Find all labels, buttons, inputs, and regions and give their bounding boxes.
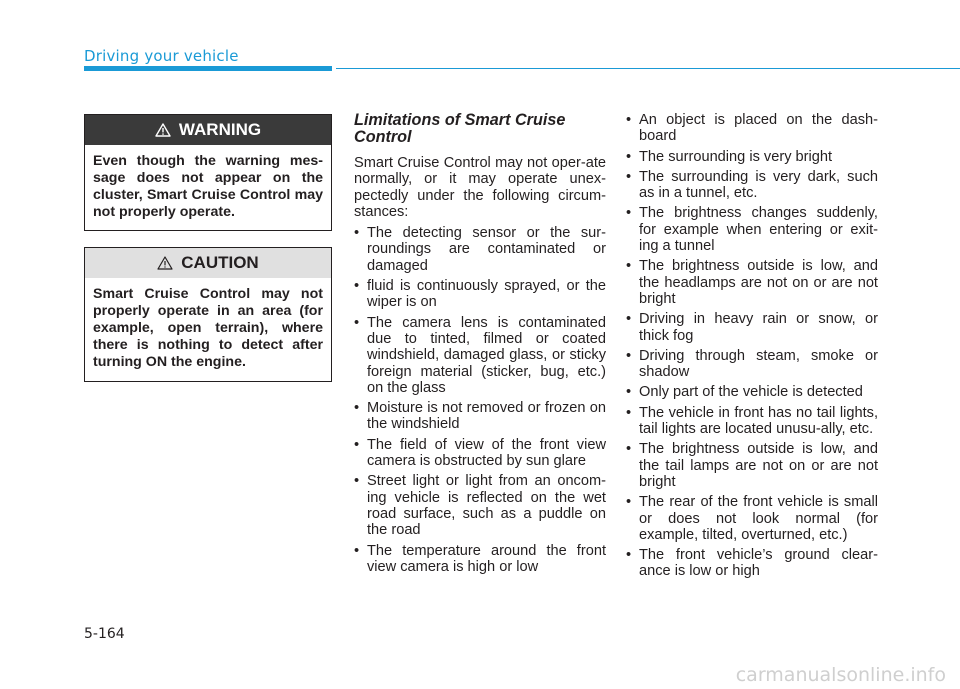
caution-label: CAUTION bbox=[181, 253, 259, 272]
list-item: • An object is placed on the dash-board bbox=[626, 112, 878, 145]
list-item: • Driving through steam, smoke or shadow bbox=[626, 348, 878, 381]
list-item: • The camera lens is contaminated due to tinted, filmed or coated windshield, damaged glass, or sticky foreign material (sticker, bug, etc.) on the glass bbox=[354, 315, 606, 396]
header-rule-thick bbox=[84, 66, 332, 71]
caution-text: Smart Cruise Control may not properly operate in an area (for example, open terrain), where there is nothing to detect after turning ON the engine. bbox=[93, 286, 323, 370]
warning-text: Even though the warning mes-sage does not appear on the cluster, Smart Cruise Control may not properly operate. bbox=[93, 153, 323, 220]
list-item: • Moisture is not removed or frozen on the windshield bbox=[354, 400, 606, 433]
limitations-intro: Smart Cruise Control may not oper-ate normally, or it may operate unex-pectedly under the following circum-stances: bbox=[354, 155, 606, 220]
section-title: Driving your vehicle bbox=[84, 47, 239, 65]
warning-triangle-icon bbox=[155, 123, 171, 137]
list-item: • The brightness outside is low, and the tail lamps are not on or are not bright bbox=[626, 441, 878, 490]
list-item: • Street light or light from an oncom-ing vehicle is reflected on the wet road surface, such as a puddle on the road bbox=[354, 473, 606, 538]
list-item: • The surrounding is very dark, such as in a tunnel, etc. bbox=[626, 169, 878, 202]
list-item: • Driving in heavy rain or snow, or thick fog bbox=[626, 311, 878, 344]
limitations-list-2 bbox=[626, 112, 878, 580]
list-item: • The field of view of the front view camera is obstructed by sun glare bbox=[354, 437, 606, 470]
list-item: • The temperature around the front view camera is high or low bbox=[354, 543, 606, 576]
caution-box bbox=[84, 247, 332, 382]
list-item: • Only part of the vehicle is detected bbox=[626, 384, 878, 400]
list-item: • The detecting sensor or the sur-roundings are contaminated or damaged bbox=[354, 225, 606, 274]
limitations-column-1 bbox=[354, 112, 606, 579]
limitations-list-1 bbox=[354, 225, 606, 575]
caution-header bbox=[85, 248, 331, 278]
limitations-title: Limitations of Smart Cruise Control bbox=[354, 111, 566, 146]
caution-triangle-icon bbox=[157, 256, 173, 270]
limitations-column-2 bbox=[626, 112, 878, 584]
page-number: 5-164 bbox=[84, 626, 125, 642]
header-rule-thin bbox=[336, 68, 960, 69]
watermark: carmanualsonline.info bbox=[735, 664, 946, 686]
list-item: • The brightness outside is low, and the headlamps are not on or are not bright bbox=[626, 258, 878, 307]
list-item: • The brightness changes suddenly, for example when entering or exit-ing a tunnel bbox=[626, 205, 878, 254]
list-item: • The vehicle in front has no tail lights, tail lights are located unusu-ally, etc. bbox=[626, 405, 878, 438]
list-item: • fluid is continuously sprayed, or the wiper is on bbox=[354, 278, 606, 311]
warning-box bbox=[84, 114, 332, 231]
list-item: • The surrounding is very bright bbox=[626, 149, 878, 165]
list-item: • The front vehicle’s ground clear-ance is low or high bbox=[626, 547, 878, 580]
warning-header bbox=[85, 115, 331, 145]
warning-label: WARNING bbox=[178, 120, 262, 139]
list-item: • The rear of the front vehicle is small or does not look normal (for example, tilted, overturned, etc.) bbox=[626, 494, 878, 543]
